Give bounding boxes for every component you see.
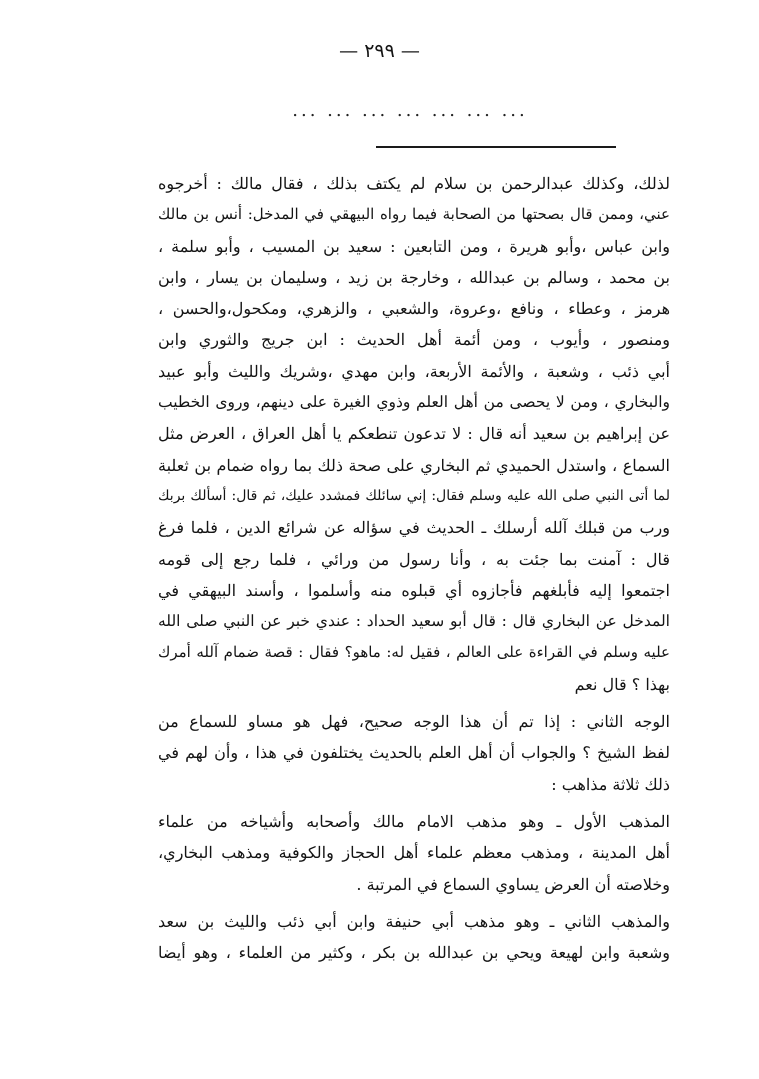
text-body	[158, 168, 670, 974]
text-line: المذهب الأول ـ وهو مذهب الامام مالك وأصحابه وأشياخه من علماء	[158, 811, 670, 831]
text-line: لفظ الشيخ ؟ والجواب أن أهل العلم بالحديث يختلفون في هذا ، وأن لهم في	[158, 743, 670, 763]
text-line: هرمز ، وعطاء ، ونافع ،وعروة، والشعبي ، والزهري، ومكحول،والحسن ،	[158, 299, 670, 319]
text-line: وابن عباس ،وأبو هريرة ، ومن التابعين : سعيد بن المسيب ، وأبو سلمة ،	[158, 236, 670, 256]
text-line: والمذهب الثاني ـ وهو مذهب أبي حنيفة وابن أبي ذئب والليث بن سعد	[158, 911, 670, 931]
text-line: والبخاري ، ومن لا يحصى من أهل العلم وذوي الغيرة على دينهم، وروى الخطيب	[158, 393, 670, 412]
text-line: وخلاصته أن العرض يساوي السماع في المرتبة .	[356, 874, 670, 894]
text-line: قال : آمنت بما جئت به ، وأنا رسول من ورائي ، فلما رجع إلى قومه	[158, 549, 670, 569]
text-line: بهذا ؟ قال نعم	[574, 674, 670, 694]
text-line: أبي ذئب ، وشعبة ، والأئمة الأربعة، وابن مهدي ،وشريك والليث وأبو عبيد	[158, 361, 670, 381]
text-line: الوجه الثاني : إذا تم أن هذا الوجه صحيح، فهل هو مساو للسماع من	[158, 712, 670, 732]
text-line: المدخل عن البخاري قال : قال أبو سعيد الحداد : عندي خبر عن النبي صلى الله	[158, 612, 670, 631]
text-line: بن محمد ، وسالم بن عبدالله ، وخارجة بن زيد ، وسليمان بن يسار ، وابن	[158, 267, 670, 287]
page-number: — ٢٩٩ —	[339, 40, 420, 62]
text-line: عني، وممن قال بصحتها من الصحابة فيما رواه البيهقي في المدخل: أنس بن مالك	[158, 205, 670, 224]
text-line: ورب من قبلك آلله أرسلك ـ الحديث في سؤاله عن شرائع الدين ، فلما فرغ	[158, 518, 670, 538]
text-line: لذلك، وكذلك عبدالرحمن بن سلام لم يكتف بذلك ، فقال مالك : أخرجوه	[158, 174, 670, 193]
paragraph-4	[158, 906, 670, 969]
text-line: عن إبراهيم بن سعيد أنه قال : لا تدعون تنطعكم يا أهل العراق ، العرض مثل	[158, 424, 670, 444]
text-line: اجتمعوا إليه فأبلغهم فأجازوه أي قبلوه منه وأسلموا ، وأسند البيهقي في	[158, 580, 670, 600]
paragraph-3	[158, 806, 670, 900]
text-line: لما أتى النبي صلى الله عليه وسلم فقال: إني سائلك فمشدد عليك، ثم قال: أسألك بربك	[158, 487, 670, 504]
text-line: وشعبة وابن لهيعة ويحي بن عبدالله بن بكر ، وكثير من العلماء ، وهو أيضا	[158, 943, 670, 963]
text-line: عليه وسلم في القراءة على العالم ، فقيل له: ماهو؟ فقال : قصة ضمام آلله أمرك	[158, 643, 670, 662]
text-line: السماع ، واستدل الحميدي ثم البخاري على صحة ذلك بما رواه ضمام بن ثعلبة	[158, 455, 670, 475]
text-line: أهل المدينة ، ومذهب معظم علماء أهل الحجاز والكوفية ومذهب البخاري،	[158, 843, 670, 863]
ellipsis-separator: ... ... ... ... ... ... ...	[292, 100, 528, 121]
horizontal-rule	[376, 146, 616, 148]
paragraph-1	[158, 168, 670, 700]
text-line: ومنصور ، وأيوب ، ومن أئمة أهل الحديث : ابن جريج والثوري وابن	[158, 330, 670, 350]
text-line: ذلك ثلاثة مذاهب :	[551, 774, 670, 794]
paragraph-2	[158, 706, 670, 800]
